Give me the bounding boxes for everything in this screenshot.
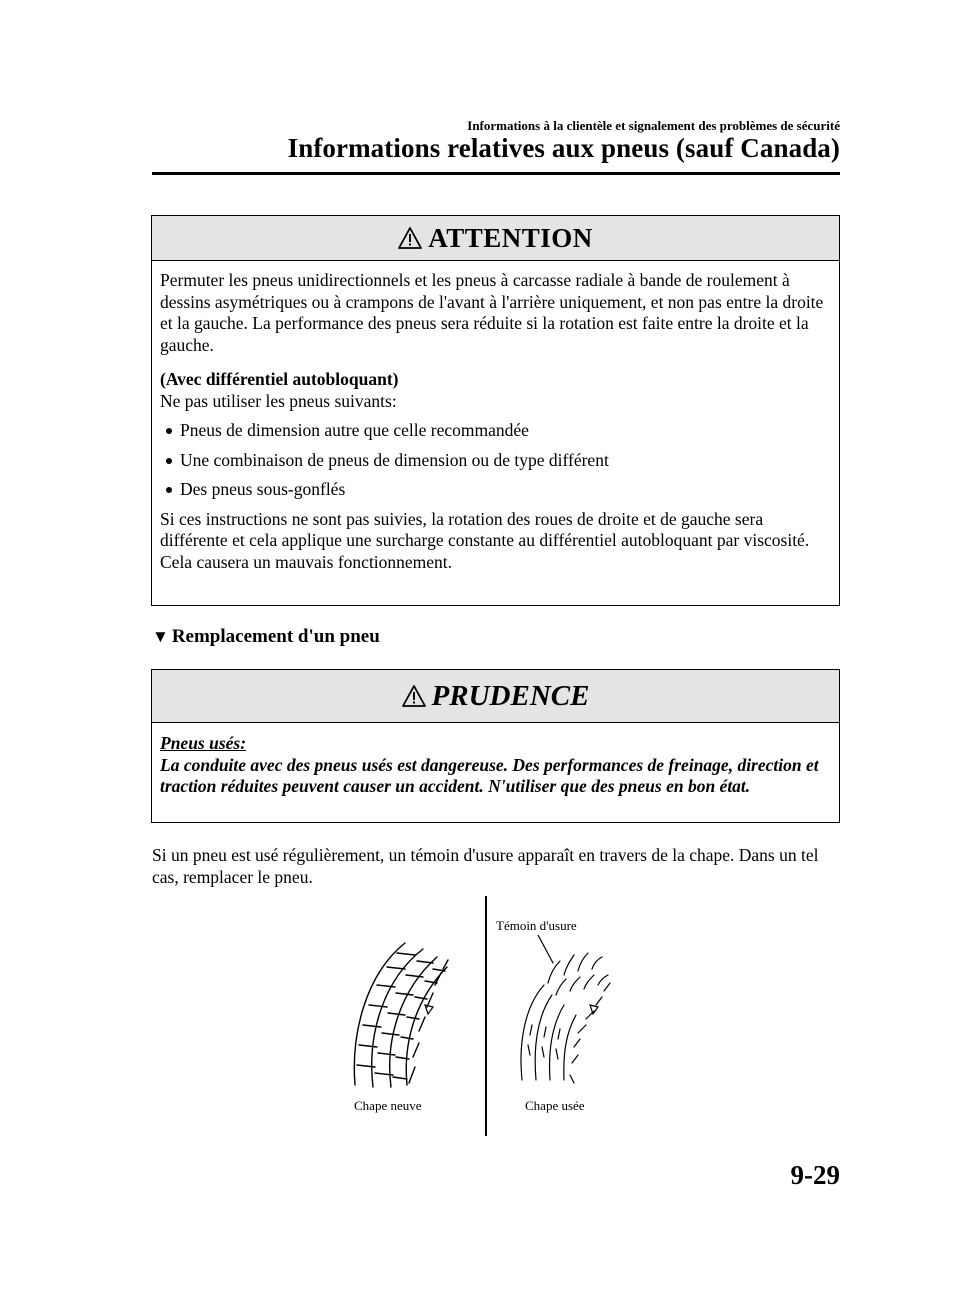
- body-paragraph: Si un pneu est usé régulièrement, un témoin d'usure apparaît en travers de la chape. Dans un tel cas, remplacer le pneu.: [152, 845, 819, 887]
- attention-body: [152, 261, 839, 573]
- attention-consequence: Si ces instructions ne sont pas suivies, la rotation des roues de droite et de gauche sera différente et cela applique une surcharge constante au différentiel autobloquant par viscosité.: [160, 508, 810, 550]
- worn-tread-illustration: [508, 935, 623, 1090]
- prudence-box: [151, 669, 840, 823]
- page-number: 9-29: [790, 1160, 840, 1190]
- prudence-header: [152, 670, 839, 723]
- attention-subheading: (Avec différentiel autobloquant): [160, 369, 399, 389]
- prudence-subheading: Pneus usés:: [160, 733, 247, 753]
- list-item: Pneus de dimension autre que celle recommandée: [160, 420, 831, 442]
- list-item: Une combinaison de pneus de dimension ou de type différent: [160, 450, 831, 472]
- running-header-title: Informations relatives aux pneus (sauf Canada): [287, 133, 840, 163]
- new-tread-illustration: [345, 935, 455, 1090]
- wear-indicator-label: Témoin d'usure: [496, 918, 577, 933]
- bullet-icon: [166, 487, 172, 493]
- attention-header: [152, 216, 839, 261]
- warning-icon: [402, 685, 426, 707]
- new-tread-label: Chape neuve: [354, 1098, 422, 1113]
- list-item: Des pneus sous-gonflés: [160, 479, 831, 501]
- prudence-text: La conduite avec des pneus usés est dangereuse. Des performances de freinage, direction et traction réduites peuvent causer un accident. N'utiliser que des pneus en bon état.: [160, 754, 819, 796]
- attention-intro: Ne pas utiliser les pneus suivants:: [160, 390, 397, 411]
- attention-title: ATTENTION: [428, 222, 593, 253]
- attention-result: Cela causera un mauvais fonctionnement.: [160, 551, 453, 572]
- worn-tread-label: Chape usée: [525, 1098, 585, 1113]
- attention-paragraph: Permuter les pneus unidirectionnels et les pneus à carcasse radiale à bande de roulement à dessins asymétriques ou à crampons de l'avant à l'arrière uniquement, et non pas entre la droite et la gauche. La performance des pneus sera réduite si la rotation est faite entre la droite et la gauche.: [160, 270, 824, 355]
- bullet-icon: [166, 428, 172, 434]
- section-title: ▼ Remplacement d'un pneu: [152, 626, 380, 647]
- running-header-section: Informations à la clientèle et signalement des problèmes de sécurité: [467, 118, 840, 133]
- header-rule: [152, 172, 840, 175]
- bullet-icon: [166, 458, 172, 464]
- attention-bullet-list: [160, 420, 831, 501]
- attention-box: [151, 215, 840, 606]
- warning-icon: [398, 227, 422, 249]
- prudence-title: PRUDENCE: [431, 679, 590, 712]
- prudence-body: [152, 723, 839, 798]
- triangle-down-icon: ▼: [152, 627, 169, 646]
- figure-divider: [485, 896, 487, 1136]
